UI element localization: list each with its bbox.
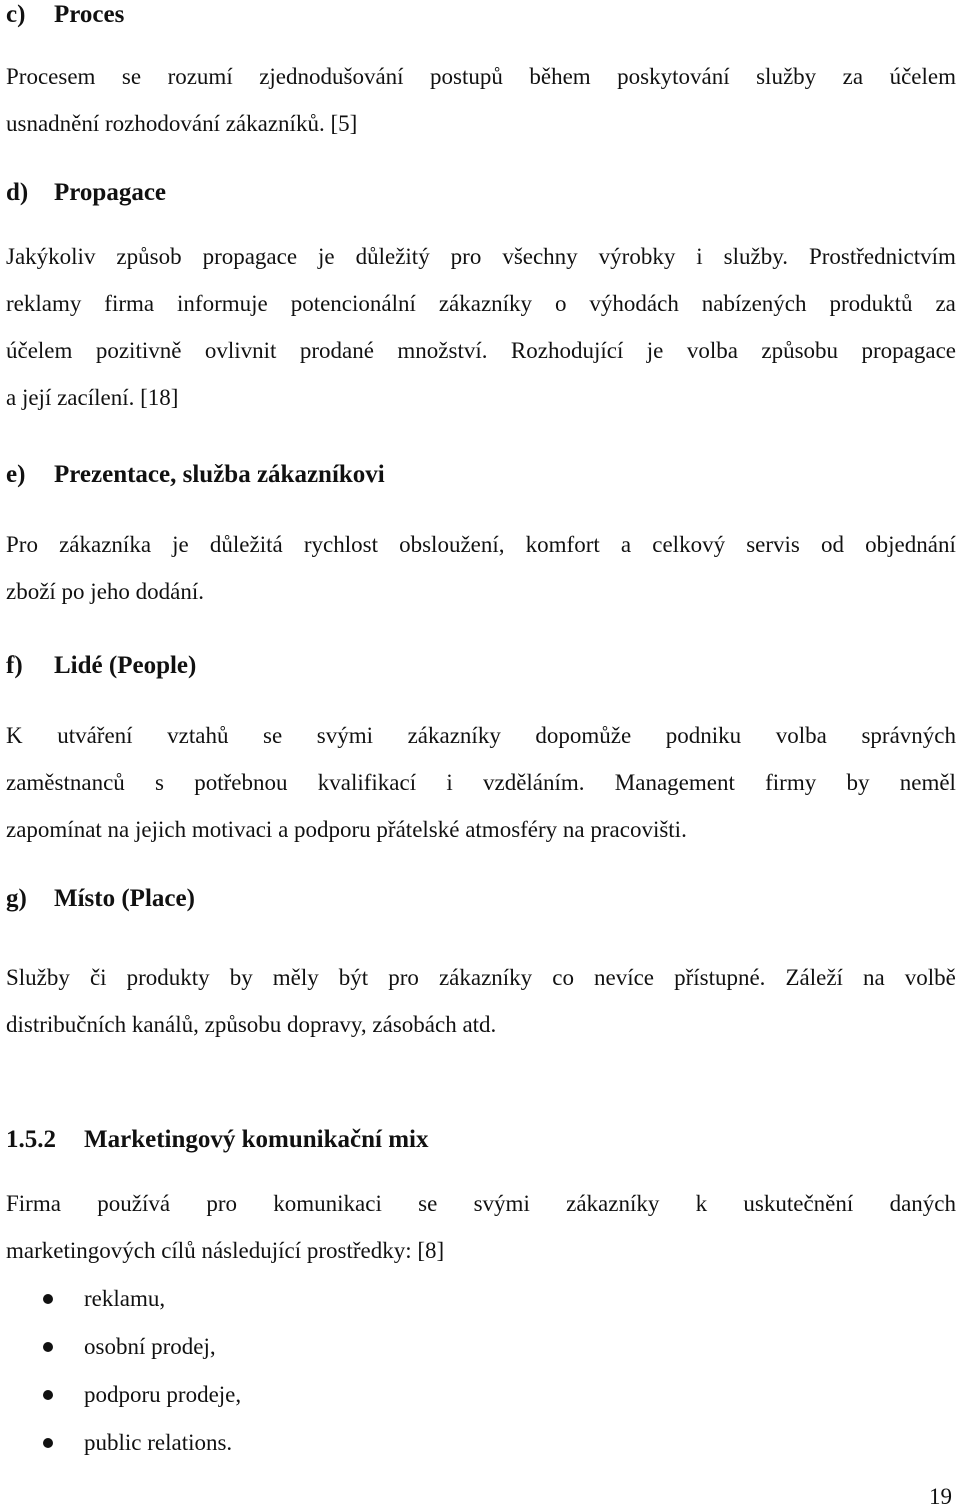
word: volba — [775, 723, 827, 748]
text-line — [6, 280, 956, 327]
list-item — [0, 1323, 900, 1371]
heading-label: f) — [6, 652, 23, 679]
word: utváření — [57, 723, 133, 748]
word: výhodách — [589, 291, 679, 316]
word: by — [229, 965, 253, 990]
word: množství. — [397, 338, 488, 363]
word: reklamy — [6, 291, 82, 316]
paragraph-propagace — [6, 233, 956, 421]
word: informuje — [177, 291, 268, 316]
paragraph-komunikacni-mix — [6, 1180, 956, 1274]
word: komfort — [525, 532, 600, 557]
word: všechny — [502, 244, 578, 269]
word: rozumí — [167, 64, 233, 89]
heading-propagace — [6, 178, 166, 208]
word: produkty — [126, 965, 210, 990]
heading-title: Místo (Place) — [54, 885, 195, 912]
list-item-text: public relations. — [84, 1430, 233, 1455]
word: Pro — [6, 532, 38, 557]
word: účelem — [889, 64, 956, 89]
list-item — [0, 1275, 900, 1323]
list-item-text: osobní prodej, — [84, 1334, 216, 1359]
heading-komunikacni-mix — [6, 1125, 428, 1155]
word: měly — [272, 965, 319, 990]
list-item — [0, 1371, 900, 1419]
bullet-icon — [43, 1342, 53, 1352]
word: se — [121, 64, 142, 89]
text-line — [6, 233, 956, 280]
word: se — [263, 723, 283, 748]
text-line: zboží po jeho dodání. — [6, 579, 205, 604]
word: je — [646, 338, 664, 363]
word: zákazníky — [438, 965, 533, 990]
word: nevíce — [594, 965, 655, 990]
heading-title: Proces — [54, 1, 125, 28]
list-item-text: podporu prodeje, — [84, 1382, 242, 1407]
paragraph-proces — [6, 53, 956, 147]
word: Prostřednictvím — [808, 244, 956, 269]
word: propagace — [202, 244, 298, 269]
word: zaměstnanců — [6, 770, 125, 795]
word: svými — [316, 723, 374, 748]
word: výrobky — [598, 244, 676, 269]
word: je — [318, 244, 335, 269]
word: být — [338, 965, 369, 990]
word: služby — [756, 64, 817, 89]
word: potřebnou — [194, 770, 288, 795]
paragraph-prezentace — [6, 521, 956, 615]
word: o — [554, 291, 567, 316]
heading-title: Propagace — [54, 179, 167, 206]
heading-prezentace — [6, 460, 385, 490]
text-line — [6, 759, 956, 806]
word: svými — [473, 1191, 530, 1216]
text-line: marketingových cílů následující prostředky: [8] — [6, 1238, 445, 1263]
word: K — [6, 723, 23, 748]
word: objednání — [865, 532, 956, 557]
word: postupů — [430, 64, 503, 89]
word: zákazníky — [438, 291, 533, 316]
paragraph-lide — [6, 712, 956, 853]
word: správných — [861, 723, 956, 748]
heading-label: c) — [6, 1, 26, 28]
text-line — [6, 53, 956, 100]
word: firmy — [765, 770, 817, 795]
word: zákazníky — [566, 1191, 660, 1216]
word: produktů — [829, 291, 913, 316]
word: nabízených — [701, 291, 807, 316]
heading-title: Prezentace, služba zákazníkovi — [54, 461, 385, 488]
word: vztahů — [167, 723, 229, 748]
word: pro — [450, 244, 482, 269]
word: poskytování — [617, 64, 730, 89]
word: firma — [104, 291, 155, 316]
word: pro — [206, 1191, 237, 1216]
word: pozitivně — [95, 338, 182, 363]
text-line: distribučních kanálů, způsobu dopravy, zásobách atd. — [6, 1012, 497, 1037]
word: za — [842, 64, 864, 89]
word: za — [935, 291, 956, 316]
word: k — [695, 1191, 708, 1216]
word: způsob — [116, 244, 182, 269]
word: prodané — [299, 338, 374, 363]
word: dopomůže — [535, 723, 632, 748]
word: během — [529, 64, 591, 89]
section-number: 1.5.2 — [6, 1126, 56, 1153]
word: Jakýkoliv — [6, 244, 96, 269]
paragraph-misto — [6, 954, 956, 1048]
word: komunikaci — [273, 1191, 382, 1216]
word: důležitá — [209, 532, 283, 557]
word: rychlost — [303, 532, 378, 557]
word: zákazníky — [407, 723, 501, 748]
word: Záleží — [785, 965, 843, 990]
list-item — [0, 1419, 900, 1467]
bullet-icon — [43, 1438, 53, 1448]
word: Management — [614, 770, 735, 795]
text-line — [6, 521, 956, 568]
word: celkový — [652, 532, 726, 557]
text-line — [6, 327, 956, 374]
word: služby. — [723, 244, 788, 269]
word: propagace — [861, 338, 956, 363]
heading-title: Lidé (People) — [54, 652, 197, 679]
heading-label: d) — [6, 179, 29, 206]
word: servis — [746, 532, 800, 557]
word: co — [552, 965, 574, 990]
heading-lide — [6, 651, 196, 681]
word: podniku — [665, 723, 742, 748]
text-line — [6, 712, 956, 759]
text-line — [6, 954, 956, 1001]
heading-proces — [6, 0, 124, 30]
word: zjednodušování — [259, 64, 404, 89]
word: volbě — [904, 965, 956, 990]
word: uskutečnění — [743, 1191, 854, 1216]
word: na — [862, 965, 885, 990]
bullet-icon — [43, 1294, 53, 1304]
word: obsloužení, — [399, 532, 505, 557]
word: od — [821, 532, 845, 557]
word: by — [846, 770, 870, 795]
word: důležitý — [355, 244, 430, 269]
word: používá — [97, 1191, 171, 1216]
word: s — [155, 770, 164, 795]
word: neměl — [899, 770, 956, 795]
bullet-icon — [43, 1390, 53, 1400]
word: Procesem — [6, 64, 96, 89]
heading-title: Marketingový komunikační mix — [84, 1126, 429, 1153]
heading-label: e) — [6, 461, 26, 488]
word: Rozhodující — [510, 338, 624, 363]
word: Služby — [6, 965, 70, 990]
word: kvalifikací — [317, 770, 417, 795]
text-line: usnadnění rozhodování zákazníků. [5] — [6, 111, 358, 136]
page-number: 19 — [929, 1484, 952, 1509]
word: způsobu — [761, 338, 839, 363]
text-line: a její zacílení. [18] — [6, 385, 179, 410]
word: i — [446, 770, 453, 795]
word: je — [172, 532, 189, 557]
text-line — [6, 1180, 956, 1227]
bullet-list — [0, 1275, 900, 1467]
word: ovlivnit — [204, 338, 277, 363]
word: i — [696, 244, 703, 269]
word: volba — [686, 338, 738, 363]
word: potencionální — [290, 291, 416, 316]
word: zákazníka — [59, 532, 152, 557]
text-line: zapomínat na jejich motivaci a podporu přátelské atmosféry na pracovišti. — [6, 817, 687, 842]
word: vzděláním. — [483, 770, 585, 795]
word: a — [620, 532, 632, 557]
word: přístupné. — [674, 965, 766, 990]
word: účelem — [6, 338, 73, 363]
word: se — [418, 1191, 438, 1216]
heading-misto — [6, 884, 195, 914]
heading-label: g) — [6, 885, 27, 912]
word: či — [89, 965, 107, 990]
word: pro — [388, 965, 419, 990]
word: Firma — [6, 1191, 61, 1216]
word: daných — [889, 1191, 956, 1216]
list-item-text: reklamu, — [84, 1286, 166, 1311]
